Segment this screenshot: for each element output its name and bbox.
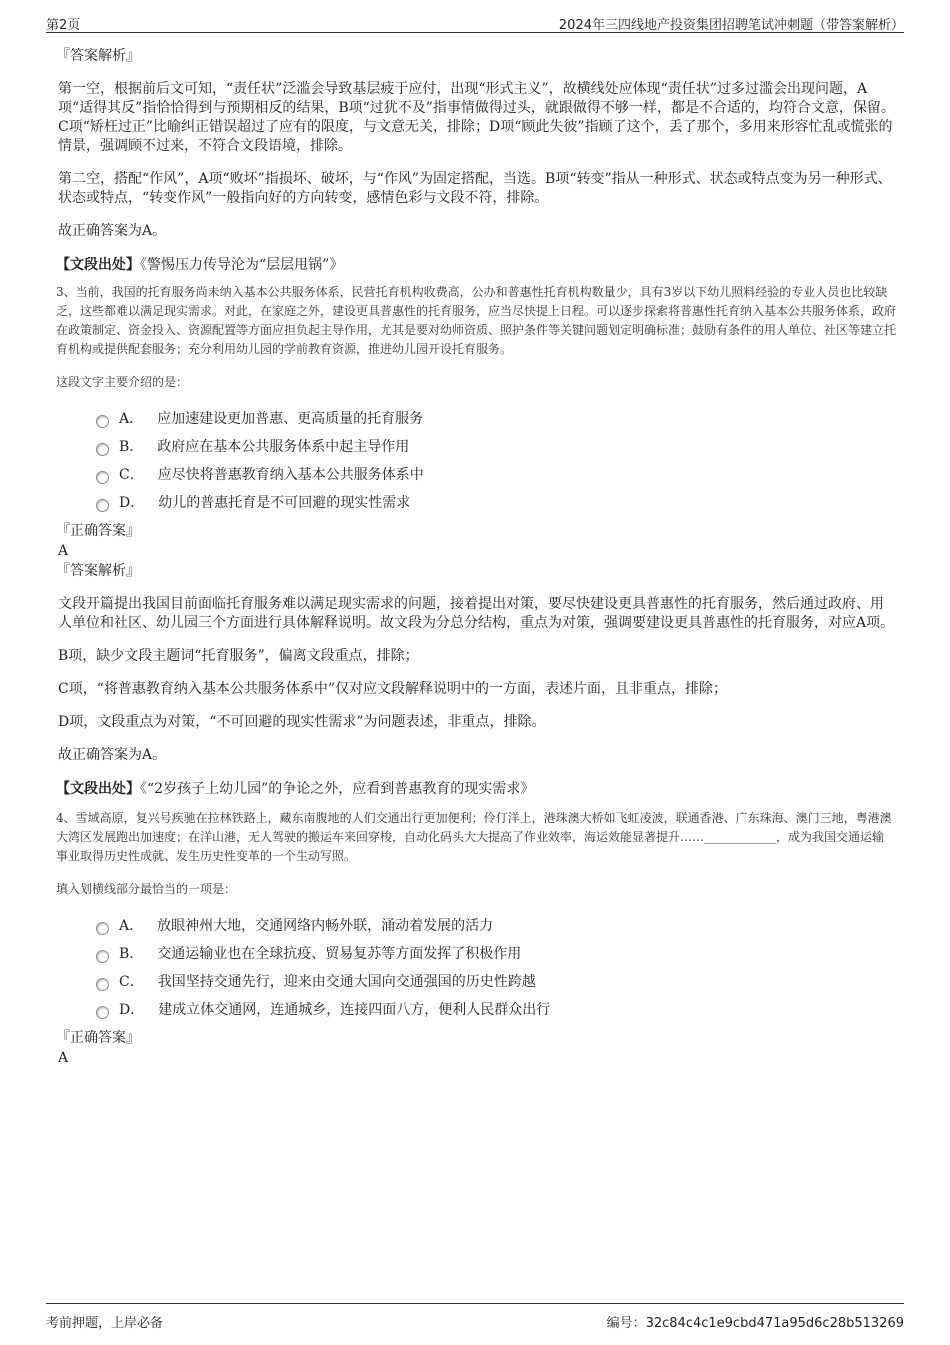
q4-blank: ____________ [704, 830, 777, 844]
q3-analysis-label: 『答案解析』 [56, 563, 140, 579]
q4-text: 4、雪域高原，复兴号疾驰在拉林铁路上，藏东南腹地的人们交通出行更加便利；伶仃洋上，港珠澳大桥如飞虹凌波，联通香港、广东珠海、澳门三地，粤港澳大湾区发展跑出加速度；在洋山港，无人驾驶的搬运车来回穿梭，自动化码头大大提高了作业效率，海运效能显著提升……____________，成为我国交通运输事业取得历史性成就、发生历史性变革的一个生动写照。 [56, 811, 892, 863]
radio-icon[interactable] [96, 415, 109, 428]
radio-icon[interactable] [96, 499, 109, 512]
q2-analysis-p1: 第一空，根据前后文可知，“责任状”泛滥会导致基层疲于应付，出现“形式主义”，故横线处应体现“责任状”过多过滥会出现问题，A项“适得其反”指恰恰得到与预期相反的结果，B项“过犹不及”指事情做得过头，就跟做得不够一样，都是不合适的，均符合文意，保留。C项“矫枉过正”比喻纠正错误超过了应有的限度，与文意无关，排除；D项“顾此失彼”指顾了这个，丢了那个，多用来形容忙乱或慌张的情景，强调顾不过来，不符合文段语境，排除。 [58, 81, 895, 154]
q3-analysis-d: D项，文段重点为对策，“不可回避的现实性需求”为问题表述，非重点，排除。 [58, 714, 546, 730]
q3-option-d[interactable]: D． 幼儿的普惠托育是不可回避的现实性需求 [96, 489, 896, 517]
q4-correct-label: 『正确答案』 [56, 1030, 140, 1046]
page-number: 第2页 [46, 18, 81, 33]
q2-source [56, 255, 896, 275]
q3-options [56, 405, 896, 517]
q3-source-title: 《“2岁孩子上幼儿园”的争论之外，应看到普惠教育的现实需求》 [140, 781, 535, 797]
q3-analysis-c: C项，“将普惠教育纳入基本公共服务体系中”仅对应文段解释说明中的一方面，表述片面，且非重点，排除； [58, 681, 728, 697]
q4-option-d[interactable]: D． 建成立体交通网，连通城乡，连接四面八方，便利人民群众出行 [96, 996, 896, 1024]
q2-analysis-p2: 第二空，搭配“作风”，A项“败坏”指损坏、破坏，与“作风”为固定搭配，当选。B项“转变”指从一种形式、状态或特点变为另一种形式、状态或特点，“转变作风”一般指向好的方向转变，感情色彩与文段不符，排除。 [58, 171, 892, 206]
q2-analysis-label: 『答案解析』 [56, 48, 140, 64]
q2-source-label: 【文段出处】 [56, 257, 140, 273]
q4-option-c[interactable]: C． 我国坚持交通先行，迎来由交通大国向交通强国的历史性跨越 [96, 968, 896, 996]
q3-analysis-p1: 文段开篇提出我国目前面临托育服务难以满足现实需求的问题，接着提出对策，要尽快建设更具普惠性的托育服务，然后通过政府、用人单位和社区、幼儿园三个方面进行具体解释说明。故文段为分总分结构，重点为对策，强调要建设更具普惠性的托育服务，对应A项。 [58, 596, 895, 631]
document-body [56, 46, 896, 1068]
q2-source-title: 《警惕压力传导沦为“层层甩锅”》 [140, 257, 344, 273]
q3-correct-answer: A [58, 543, 69, 559]
q4-prompt: 填入划横线部分最恰当的一项是： [56, 882, 237, 896]
q3-prompt: 这段文字主要介绍的是： [56, 375, 189, 389]
q3-conclusion: 故正确答案为A。 [58, 747, 167, 763]
q3-option-b[interactable]: B． 政府应在基本公共服务体系中起主导作用 [96, 433, 896, 461]
page-footer [46, 1303, 904, 1331]
footer-slogan: 考前押题，上岸必备 [46, 1316, 164, 1331]
q3-source [56, 779, 896, 799]
q3-text: 3、当前，我国的托育服务尚未纳入基本公共服务体系，民营托育机构收费高，公办和普惠性托育机构数量少，具有3岁以下幼儿照料经验的专业人员也比较缺乏，这些都难以满足现实需求。对此，在家庭之外，建设更具普惠性的托育服务，应当尽快提上日程。可以逐步探索将普惠性托育纳入基本公共服务体系，政府在政策制定、资金投入、资源配置等方面应担负起主导作用，尤其是要对幼师资质、照护条件等关键问题划定明确标准；鼓励有条件的用人单位、社区等建立托育机构或提供配套服务；充分利用幼儿园的学前教育资源，推进幼儿园开设托育服务。 [56, 285, 897, 356]
radio-icon[interactable] [96, 443, 109, 456]
q3-correct-label: 『正确答案』 [56, 523, 140, 539]
q3-option-a[interactable]: A． 应加速建设更加普惠、更高质量的托育服务 [96, 405, 896, 433]
radio-icon[interactable] [96, 950, 109, 963]
radio-icon[interactable] [96, 471, 109, 484]
q4-option-b[interactable]: B． 交通运输业也在全球抗疫、贸易复苏等方面发挥了积极作用 [96, 940, 896, 968]
radio-icon[interactable] [96, 978, 109, 991]
q3-option-c[interactable]: C． 应尽快将普惠教育纳入基本公共服务体系中 [96, 461, 896, 489]
q3-source-label: 【文段出处】 [56, 781, 140, 797]
q4-correct-answer: A [58, 1050, 69, 1066]
radio-icon[interactable] [96, 1006, 109, 1019]
document-id: 编号：32c84c4c1e9cbd471a95d6c28b513269 [606, 1316, 904, 1331]
q3-analysis-b: B项，缺少文段主题词“托育服务”，偏离文段重点，排除； [58, 648, 419, 664]
q4-options [56, 912, 896, 1024]
document-title: 2024年三四线地产投资集团招聘笔试冲刺题（带答案解析） [558, 18, 904, 33]
radio-icon[interactable] [96, 922, 109, 935]
q4-option-a[interactable]: A． 放眼神州大地，交通网络内畅外联，涌动着发展的活力 [96, 912, 896, 940]
q2-conclusion: 故正确答案为A。 [58, 223, 167, 239]
page-header [46, 12, 904, 33]
